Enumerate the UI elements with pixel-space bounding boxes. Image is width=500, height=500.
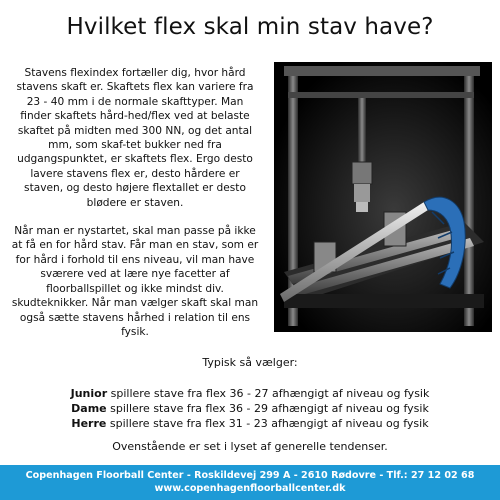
rule-junior [0, 386, 500, 401]
intro-paragraph-1: Stavens flexindex fortæller dig, hvor hård stavens skaft er. Skaftets flex kan variere fra 23 - 40 mm i de normale skafttyper. Man finder skaftets hård-hed/flex ved at belaste skaftet på midten med 300 NN, og det antal mm, som skaf-tet bukker ned fra udgangspunktet, er skaftets flex. Ergo desto lavere stavens flex er, desto hårdere er staven, og desto højere flextallet er desto blødere er staven. [16, 67, 254, 209]
footer-address: Copenhagen Floorball Center - Roskildevej 299 A - 2610 Rødovre - Tlf.: 27 12 02 68 [25, 470, 475, 481]
rule-text: spillere stave fra flex 31 - 23 afhængigt af niveau og fysik [106, 417, 429, 430]
typisk-heading: Typisk så vælger: [202, 356, 298, 369]
rule-label: Dame [71, 402, 107, 415]
intro-paragraph-2: Når man er nystartet, skal man passe på ikke at få en for hård stav. Får man en stav, som er for hård i forhold til ens niveau, vil man have sværere ved at lære nye facetter af floorballspillet og ikke mindst div. skudteknikker. Når man vælger skaft skal man også sætte stavens hårhed i relation til ens fysik. [11, 225, 259, 338]
footer-website-link[interactable]: www.copenhagenfloorballcenter.dk [154, 483, 346, 494]
flex-recommendations [0, 386, 500, 431]
general-tendencies-note: Ovenstående er set i lyset af generelle tendenser. [112, 440, 388, 453]
flex-test-machine-photo [274, 62, 492, 332]
intro-text [10, 66, 260, 353]
rule-herre [0, 416, 500, 431]
rule-label: Herre [71, 417, 107, 430]
rule-text: spillere stave fra flex 36 - 29 afhængigt af niveau og fysik [106, 402, 429, 415]
rule-text: spillere stave fra flex 36 - 27 afhængigt af niveau og fysik [107, 387, 430, 400]
page-title: Hvilket flex skal min stav have? [66, 14, 434, 40]
rule-dame [0, 401, 500, 416]
rule-label: Junior [70, 387, 108, 400]
footer-banner [0, 465, 500, 500]
flex-test-machine-illustration [274, 62, 492, 332]
